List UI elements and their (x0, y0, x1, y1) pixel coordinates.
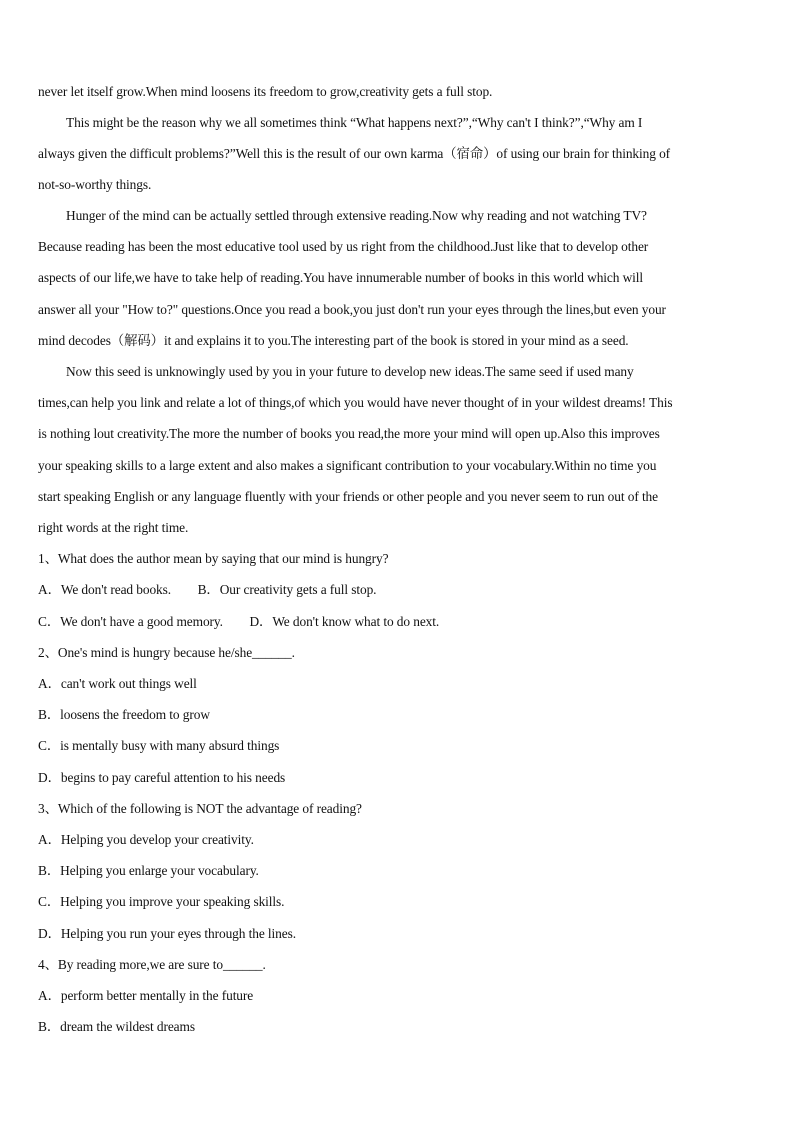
passage-line: mind decodes（解码）it and explains it to you.The interesting part of the book is stored in your mind as a seed. (38, 333, 629, 348)
question-2-option-b: B．loosens the freedom to grow (38, 707, 210, 722)
passage-line: never let itself grow.When mind loosens its freedom to grow,creativity gets a full stop. (38, 84, 493, 99)
passage-line: your speaking skills to a large extent and also makes a significant contribution to your vocabulary.Within no time you (38, 458, 657, 473)
question-2-option-a: A．can't work out things well (38, 676, 197, 691)
passage-line: not-so-worthy things. (38, 177, 152, 192)
question-3-option-c: C．Helping you improve your speaking skills. (38, 894, 285, 909)
passage-line: answer all your "How to?" questions.Once you read a book,you just don't run your eyes through the lines,but even your (38, 302, 666, 317)
passage-line: Now this seed is unknowingly used by you in your future to develop new ideas.The same seed if used many (66, 364, 634, 379)
question-2-option-d: D．begins to pay careful attention to his needs (38, 770, 286, 785)
question-3-option-a: A．Helping you develop your creativity. (38, 832, 254, 847)
question-3-option-b: B．Helping you enlarge your vocabulary. (38, 863, 259, 878)
question-1-stem: 1、What does the author mean by saying that our mind is hungry? (38, 551, 389, 566)
question-4-stem: 4、By reading more,we are sure to______. (38, 957, 266, 972)
passage-line: aspects of our life,we have to take help of reading.You have innumerable number of books in this world which will (38, 270, 644, 285)
question-2-option-c: C．is mentally busy with many absurd things (38, 738, 280, 753)
question-3-option-d: D．Helping you run your eyes through the lines. (38, 926, 296, 941)
passage-line: times,can help you link and relate a lot of things,of which you would have never thought of in your wildest dreams! This (38, 395, 673, 410)
passage-line: right words at the right time. (38, 520, 189, 535)
passage-line: is nothing lout creativity.The more the number of books you read,the more your mind will open up.Also this improves (38, 426, 660, 441)
passage-line: always given the difficult problems?”Well this is the result of our own karma（宿命）of using our brain for thinking of (38, 146, 671, 161)
passage-line: This might be the reason why we all sometimes think “What happens next?”,“Why can't I think?”,“Why am I (66, 115, 643, 130)
question-2-stem: 2、One's mind is hungry because he/she______. (38, 645, 295, 660)
question-3-stem: 3、Which of the following is NOT the advantage of reading? (38, 801, 362, 816)
question-1-options-cd: C．We don't have a good memory. D．We don't know what to do next. (38, 614, 440, 629)
question-4-option-b: B．dream the wildest dreams (38, 1019, 195, 1034)
passage-line: Because reading has been the most educative tool used by us right from the childhood.Just like that to develop other (38, 239, 649, 254)
question-4-option-a: A．perform better mentally in the future (38, 988, 254, 1003)
question-1-options-ab: A．We don't read books. B．Our creativity gets a full stop. (38, 582, 377, 597)
passage-line: start speaking English or any language fluently with your friends or other people and you never seem to run out of the (38, 489, 658, 504)
passage-line: Hunger of the mind can be actually settled through extensive reading.Now why reading and not watching TV? (66, 208, 647, 223)
